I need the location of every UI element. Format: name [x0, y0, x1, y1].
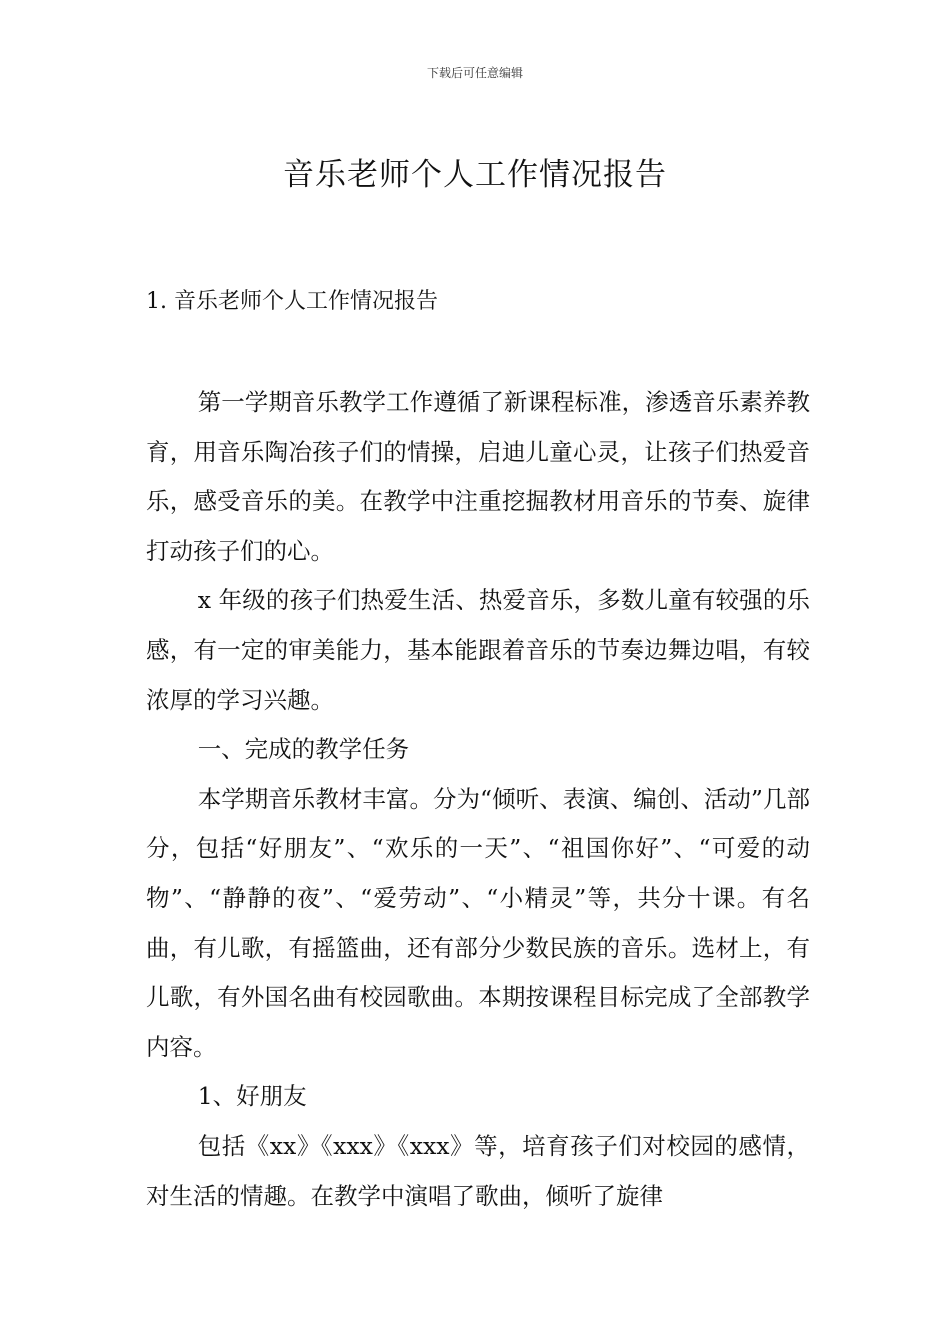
document-title: 音乐老师个人工作情况报告: [283, 156, 667, 193]
page-header: 下载后可任意编辑: [426, 66, 523, 80]
section-heading: 1. 音乐老师个人工作情况报告: [146, 289, 438, 314]
section-heading: 一、完成的教学任务: [197, 735, 410, 764]
paragraph: 第一学期音乐教学工作遵循了新课程标准，渗透音乐素养教育，用音乐陶冶孩子们的情操，启迪儿童心灵，让孩子们热爱音乐，感受音乐的美。在教学中注重挖掘教材用音乐的节奏、旋律打动孩子们的心。: [146, 388, 810, 565]
paragraph: 本学期音乐教材丰富。分为“倾听、表演、编创、活动”几部分，包括“好朋友”、“欢乐的一天”、“祖国你好”、“可爱的动物”、“静静的夜”、“爱劳动”、“小精灵”等，共分十课。有名曲，有儿歌，有摇篮曲，还有部分少数民族的音乐。选材上，有儿歌，有外国名曲有校园歌曲。本期按课程目标完成了全部教学内容。: [146, 784, 810, 1061]
subsection-heading: 1、好朋友: [197, 1082, 307, 1111]
paragraph: x 年级的孩子们热爱生活、热爱音乐，多数儿童有较强的乐感，有一定的审美能力，基本能跟着音乐的节奏边舞边唱，有较浓厚的学习兴趣。: [146, 586, 810, 714]
document-body: [146, 378, 810, 1221]
paragraph: 包括《xx》《xxx》《xxx》等，培育孩子们对校园的感情，对生活的情趣。在教学中演唱了歌曲，倾听了旋律: [146, 1131, 810, 1210]
